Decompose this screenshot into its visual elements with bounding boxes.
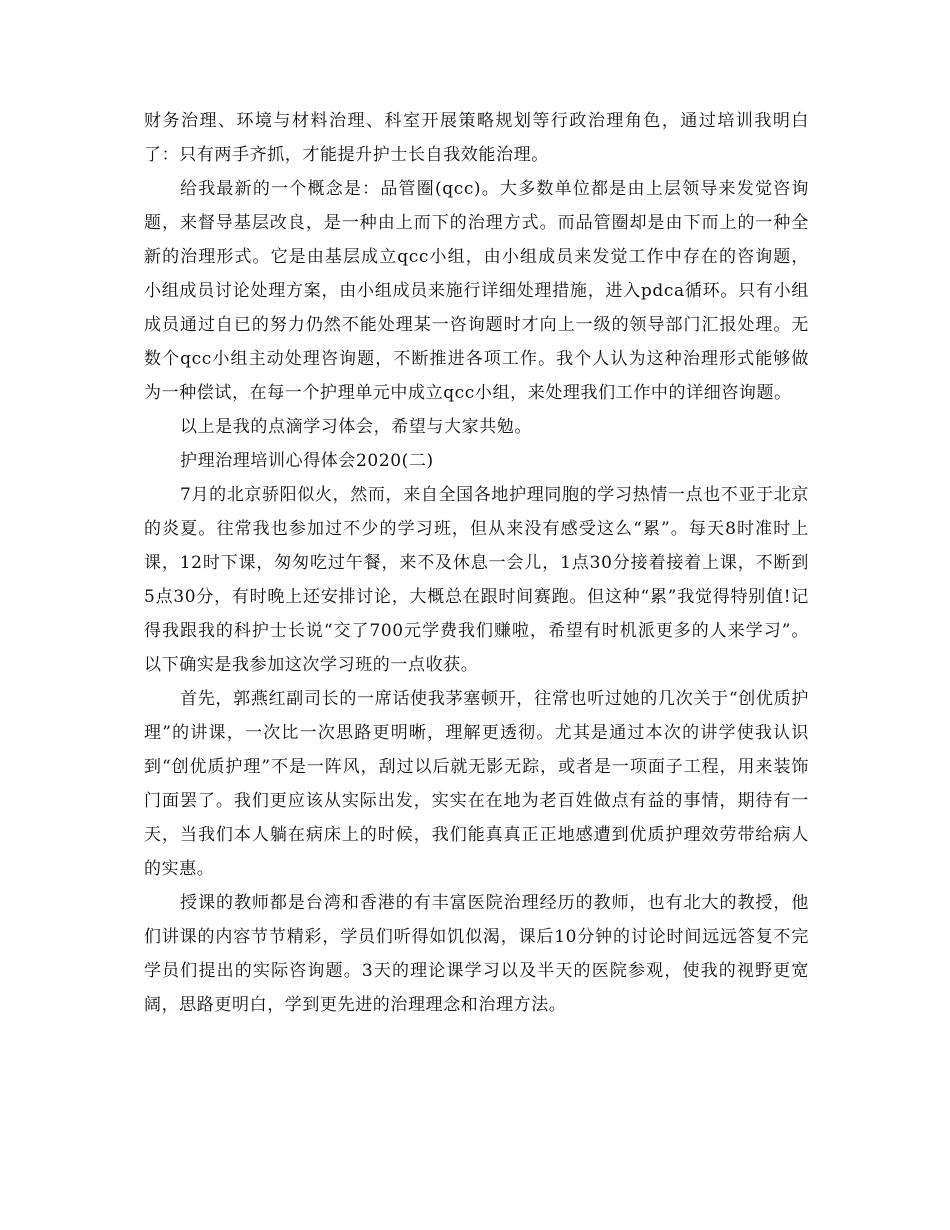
- document-body: [144, 104, 809, 1022]
- paragraph-6: 授课的教师都是台湾和香港的有丰富医院治理经历的教师，也有北大的教授，他们讲课的内容节节精彩，学员们听得如饥似渴，课后10分钟的讨论时间远远答复不完学员们提出的实际咨询题。3天的理论课学习以及半天的医院参观，使我的视野更宽阔，思路更明白，学到更先进的治理理念和治理方法。: [144, 893, 809, 1015]
- paragraph-3: 以上是我的点滴学习体会，希望与大家共勉。: [180, 417, 532, 437]
- section-heading: 护理治理培训心得体会2020(二): [180, 451, 434, 471]
- paragraph-4: 7月的北京骄阳似火，然而，来自全国各地护理同胞的学习热情一点也不亚于北京的炎夏。往常我也参加过不少的学习班，但从来没有感受这么“累”。每天8时准时上课，12时下课，匆匆吃过午餐，来不及休息一会儿，1点30分接着接着上课，不断到5点30分，有时晚上还安排讨论，大概总在跟时间赛跑。但这种“累”我觉得特别值!记得我跟我的科护士长说“交了700元学费我们赚啦，希望有时机派更多的人来学习”。以下确实是我参加这次学习班的一点收获。: [144, 485, 809, 675]
- paragraph-1: 财务治理、环境与材料治理、科室开展策略规划等行政治理角色，通过培训我明白了：只有两手齐抓，才能提升护士长自我效能治理。: [144, 111, 809, 165]
- paragraph-2: 给我最新的一个概念是：品管圈(qcc)。大多数单位都是由上层领导来发觉咨询题，来督导基层改良，是一种由上而下的治理方式。而品管圈却是由下而上的一种全新的治理形式。它是由基层成立qcc小组，由小组成员来发觉工作中存在的咨询题，小组成员讨论处理方案，由小组成员来施行详细处理措施，进入pdca循环。只有小组成员通过自已的努力仍然不能处理某一咨询题时才向上一级的领导部门汇报处理。无数个qcc小组主动处理咨询题，不断推进各项工作。我个人认为这种治理形式能够做为一种偿试，在每一个护理单元中成立qcc小组，来处理我们工作中的详细咨询题。: [144, 179, 809, 403]
- paragraph-5: 首先，郭燕红副司长的一席话使我茅塞顿开，往常也听过她的几次关于“创优质护理”的讲课，一次比一次思路更明晰，理解更透彻。尤其是通过本次的讲学使我认识到“创优质护理”不是一阵风，刮过以后就无影无踪，或者是一项面子工程，用来装饰门面罢了。我们更应该从实际出发，实实在在地为老百姓做点有益的事情，期待有一天，当我们本人躺在病床上的时候，我们能真真正正地感遭到优质护理效劳带给病人的实惠。: [144, 689, 809, 879]
